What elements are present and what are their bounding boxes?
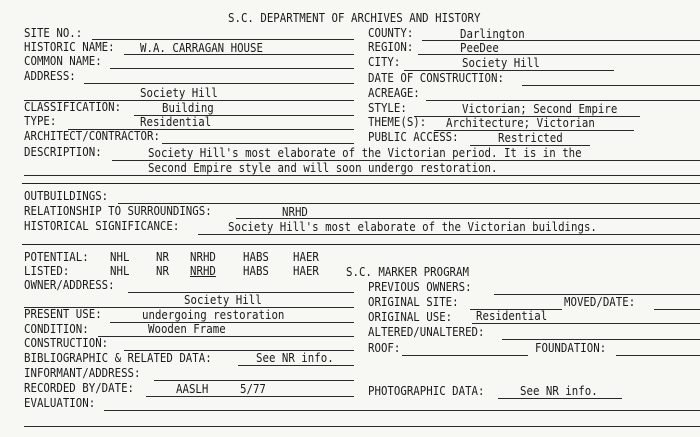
bibliographic-value: See NR info. <box>256 350 334 365</box>
roof-label: ROOF: <box>368 340 401 355</box>
original-site-label: ORIGINAL SITE: <box>368 294 459 309</box>
address-value: Society Hill <box>140 85 218 100</box>
historic-name-value: W.A. CARRAGAN HOUSE <box>140 40 263 55</box>
listed-label: LISTED: <box>24 263 70 278</box>
description-line-b <box>24 175 700 176</box>
recorded-label: RECORDED BY/DATE: <box>24 380 135 395</box>
county-label: COUNTY: <box>368 25 414 40</box>
site-no-label: SITE NO.: <box>24 25 83 40</box>
region-value: PeeDee <box>460 40 499 55</box>
significance-label: HISTORICAL SIGNIFICANCE: <box>24 218 180 233</box>
listed-nhl: NHL <box>110 263 130 278</box>
photographic-line <box>498 398 622 399</box>
region-line <box>418 54 700 55</box>
theme-label: THEME(S): <box>368 114 427 129</box>
address-label: ADDRESS: <box>24 68 76 83</box>
potential-nrhd: NRHD <box>190 249 216 264</box>
evaluation-line-2 <box>24 426 700 427</box>
listed-haer: HAER <box>293 263 319 278</box>
common-name-label: COMMON NAME: <box>24 53 102 68</box>
potential-nhl: NHL <box>110 249 130 264</box>
acreage-label: ACREAGE: <box>368 85 420 100</box>
description-line-2: Second Empire style and will soon undergo restoration. <box>148 160 498 175</box>
type-value: Residential <box>140 114 212 129</box>
classification-value: Building <box>162 100 214 115</box>
city-label: CITY: <box>368 54 401 69</box>
classification-label: CLASSIFICATION: <box>24 99 122 114</box>
style-value: Victorian; Second Empire <box>462 101 618 116</box>
potential-nr: NR <box>156 249 169 264</box>
recorded-line <box>146 396 354 397</box>
previous-owners-label: PREVIOUS OWNERS: <box>368 279 472 294</box>
foundation-line <box>616 355 700 356</box>
significance-value: Society Hill's most elaborate of the Victorian buildings. <box>228 219 597 234</box>
address-line <box>84 83 354 84</box>
marker-program-label: S.C. MARKER PROGRAM <box>346 264 469 279</box>
informant-label: INFORMANT/ADDRESS: <box>24 365 141 380</box>
recorded-date-value: 5/77 <box>240 381 266 396</box>
description-label: DESCRIPTION: <box>24 144 102 159</box>
common-name-line <box>110 68 354 69</box>
photographic-value: See NR info. <box>520 383 598 398</box>
condition-label: CONDITION: <box>24 321 89 336</box>
historic-name-line <box>124 54 354 55</box>
potential-haer: HAER <box>293 249 319 264</box>
present-use-value: undergoing restoration <box>142 307 285 322</box>
form-title: S.C. DEPARTMENT OF ARCHIVES AND HISTORY <box>228 10 481 25</box>
altered-label: ALTERED/UNALTERED: <box>368 324 485 339</box>
date-construction-label: DATE OF CONSTRUCTION: <box>368 70 504 85</box>
condition-line <box>98 336 354 337</box>
historic-name-label: HISTORIC NAME: <box>24 39 115 54</box>
section-divider-2 <box>22 244 700 245</box>
section-divider <box>22 183 700 184</box>
outbuildings-label: OUTBUILDINGS: <box>24 188 109 203</box>
foundation-label: FOUNDATION: <box>535 340 607 355</box>
theme-value: Architecture; Victorian <box>446 115 595 130</box>
style-label: STYLE: <box>368 100 407 115</box>
relationship-value: NRHD <box>282 204 308 219</box>
construction-label: CONSTRUCTION: <box>24 335 109 350</box>
architect-label: ARCHITECT/CONTRACTOR: <box>24 128 160 143</box>
owner-address-value: Society Hill <box>184 292 262 307</box>
evaluation-label: EVALUATION: <box>24 395 96 410</box>
significance-line <box>198 234 700 235</box>
moved-date-line <box>654 309 700 310</box>
relationship-label: RELATIONSHIP TO SURROUNDINGS: <box>24 203 212 218</box>
roof-line <box>402 355 528 356</box>
listed-nr: NR <box>156 263 169 278</box>
condition-value: Wooden Frame <box>148 321 226 336</box>
original-use-value: Residential <box>476 308 548 323</box>
type-label: TYPE: <box>24 113 57 128</box>
present-use-line <box>110 322 354 323</box>
date-construction-line <box>522 85 700 86</box>
architect-line <box>162 143 354 144</box>
bibliographic-line <box>238 365 354 366</box>
region-label: REGION: <box>368 39 414 54</box>
city-value: Society Hill <box>462 55 540 70</box>
original-use-label: ORIGINAL USE: <box>368 309 453 324</box>
present-use-label: PRESENT USE: <box>24 306 102 321</box>
description-line-1: Society Hill's most elaborate of the Victorian period. It is in the <box>148 145 582 160</box>
photographic-label: PHOTOGRAPHIC DATA: <box>368 383 485 398</box>
original-use-line <box>472 323 700 324</box>
listed-nrhd: NRHD <box>190 263 216 278</box>
owner-address-label: OWNER/ADDRESS: <box>24 277 115 292</box>
public-access-label: PUBLIC ACCESS: <box>368 129 459 144</box>
potential-label: POTENTIAL: <box>24 249 89 264</box>
potential-habs: HABS <box>243 249 269 264</box>
evaluation-line <box>104 410 700 411</box>
recorded-by-value: AASLH <box>176 381 209 396</box>
listed-habs: HABS <box>243 263 269 278</box>
bibliographic-label: BIBLIOGRAPHIC & RELATED DATA: <box>24 350 212 365</box>
county-value: Darlington <box>460 26 525 41</box>
public-access-value: Restricted <box>498 130 563 145</box>
moved-date-label: MOVED/DATE: <box>564 294 636 309</box>
